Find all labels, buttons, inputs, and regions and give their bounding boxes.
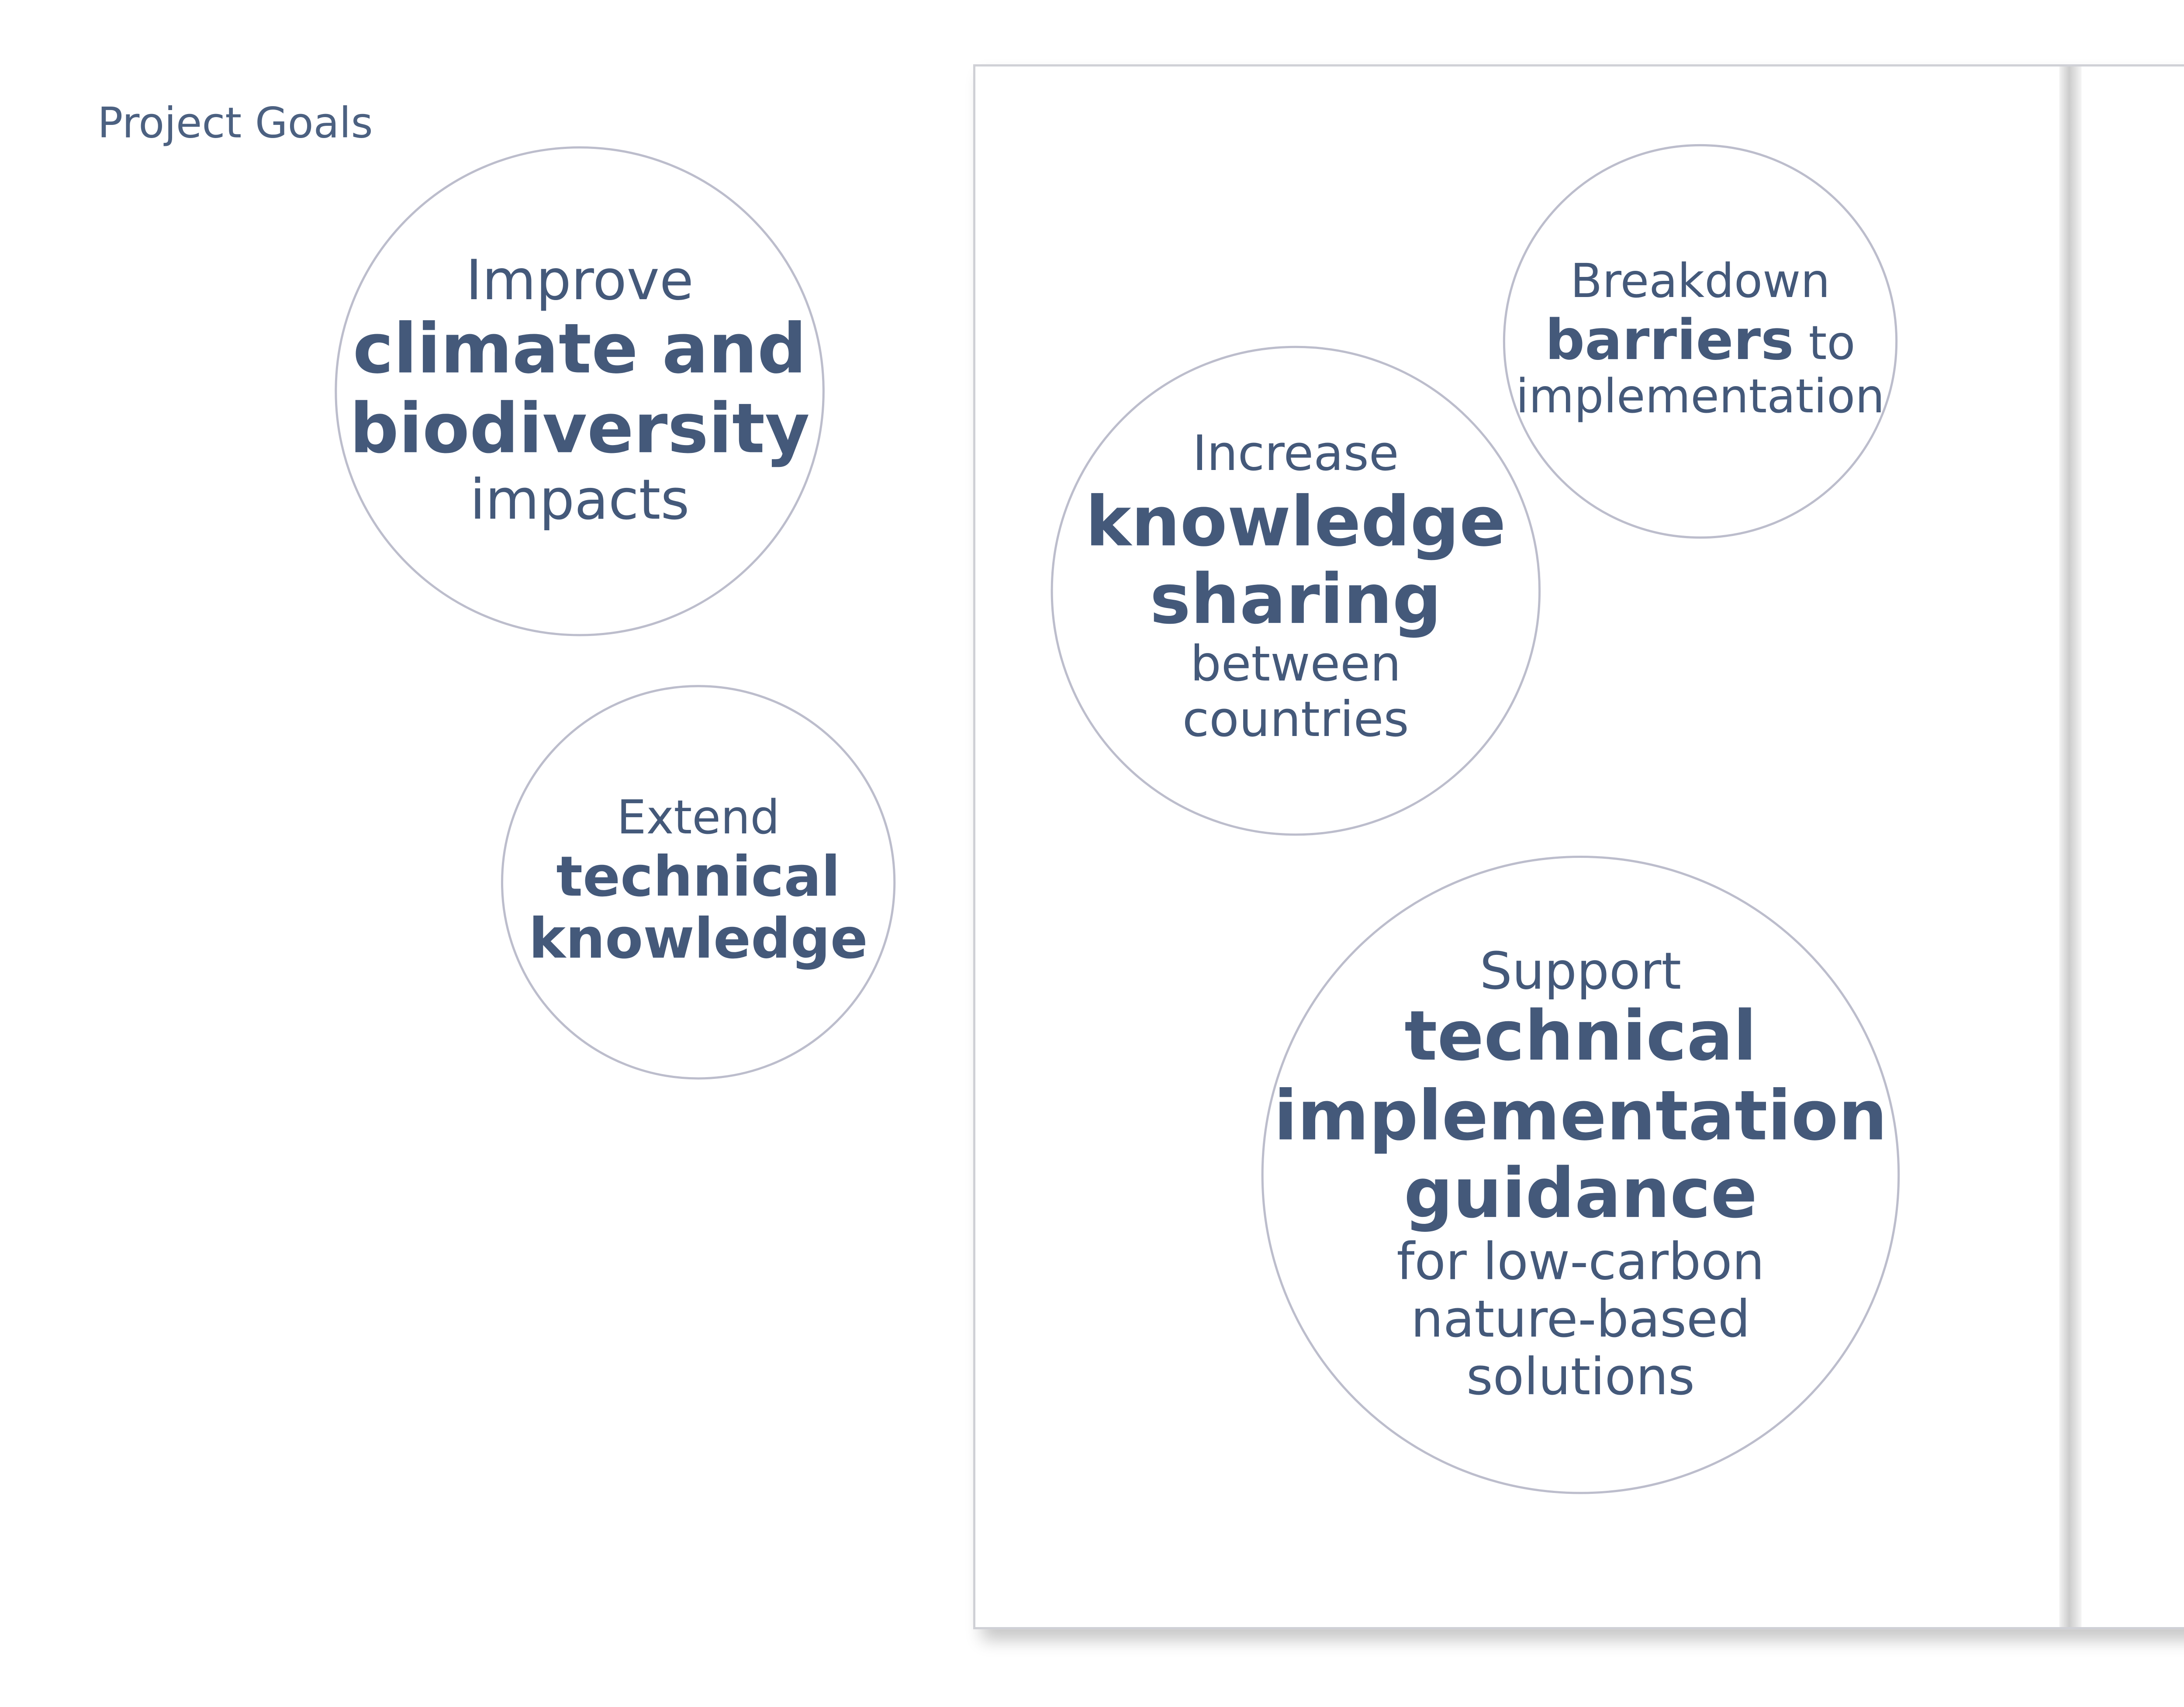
goal-text [617, 793, 780, 846]
goal-text [1182, 696, 1409, 751]
goal-line-text: sharing [1150, 561, 1442, 641]
page-title: Project Goals [97, 100, 373, 149]
goal-line-text: implementation [1274, 1076, 1887, 1156]
goal-line-text: technical [1404, 999, 1757, 1078]
goal-line-text: knowledge [1085, 483, 1506, 563]
goal-circle-technical-knowledge [501, 685, 895, 1079]
goal-line-text: countries [1182, 694, 1409, 750]
goal-text [1192, 428, 1399, 486]
goal-line-text: Increase [1192, 428, 1399, 484]
goal-text [1190, 638, 1401, 696]
goal-circle-climate-biodiversity [335, 146, 825, 636]
goal-line-text: Breakdown [1570, 255, 1830, 309]
goal-text [1570, 257, 1830, 310]
goal-emphasis-text [349, 391, 809, 469]
goal-emphasis-text [1404, 1156, 1757, 1234]
goal-text [1411, 1291, 1750, 1349]
goal-line-text: Improve [466, 249, 694, 313]
goal-emphasis-text [352, 311, 807, 391]
goal-line-text: barriers [1545, 308, 1794, 372]
goal-text [470, 466, 690, 531]
goal-line-text: Support [1479, 943, 1682, 1001]
goal-line-text: Extend [617, 791, 780, 845]
goal-line-text: technical [556, 843, 840, 908]
goal-text [1480, 943, 1681, 1001]
goal-text [1396, 1234, 1764, 1291]
goal-emphasis-text [1404, 1001, 1756, 1078]
goal-line-text: solutions [1466, 1349, 1695, 1407]
goal-emphasis-text [556, 843, 840, 909]
goal-line-text: implementation [1516, 370, 1885, 424]
goal-emphasis-text [529, 906, 868, 971]
goal-line-text: climate and [352, 311, 807, 391]
book-gutter [2060, 66, 2082, 1627]
goal-emphasis-text [1545, 310, 1855, 373]
goal-line-tail: to [1794, 317, 1856, 370]
goal-circle-implementation-guidance [1261, 856, 1900, 1494]
goal-line-text: impacts [470, 466, 690, 531]
goal-circle-barriers [1503, 144, 1897, 539]
goal-circle-knowledge-sharing [1051, 346, 1541, 836]
goal-emphasis-text [1150, 563, 1441, 641]
goal-emphasis-text [1085, 483, 1506, 563]
goal-line-text: nature-based [1410, 1291, 1750, 1349]
goal-line-text: between [1190, 638, 1401, 694]
goal-text [1516, 370, 1885, 425]
goal-emphasis-text [1274, 1078, 1887, 1156]
goal-line-text: biodiversity [349, 389, 810, 469]
goal-text [466, 251, 694, 314]
goal-line-text: knowledge [529, 906, 868, 971]
goal-line-text: for low-carbon [1396, 1234, 1765, 1292]
goal-text [1466, 1349, 1695, 1406]
goal-line-text: guidance [1403, 1154, 1758, 1234]
